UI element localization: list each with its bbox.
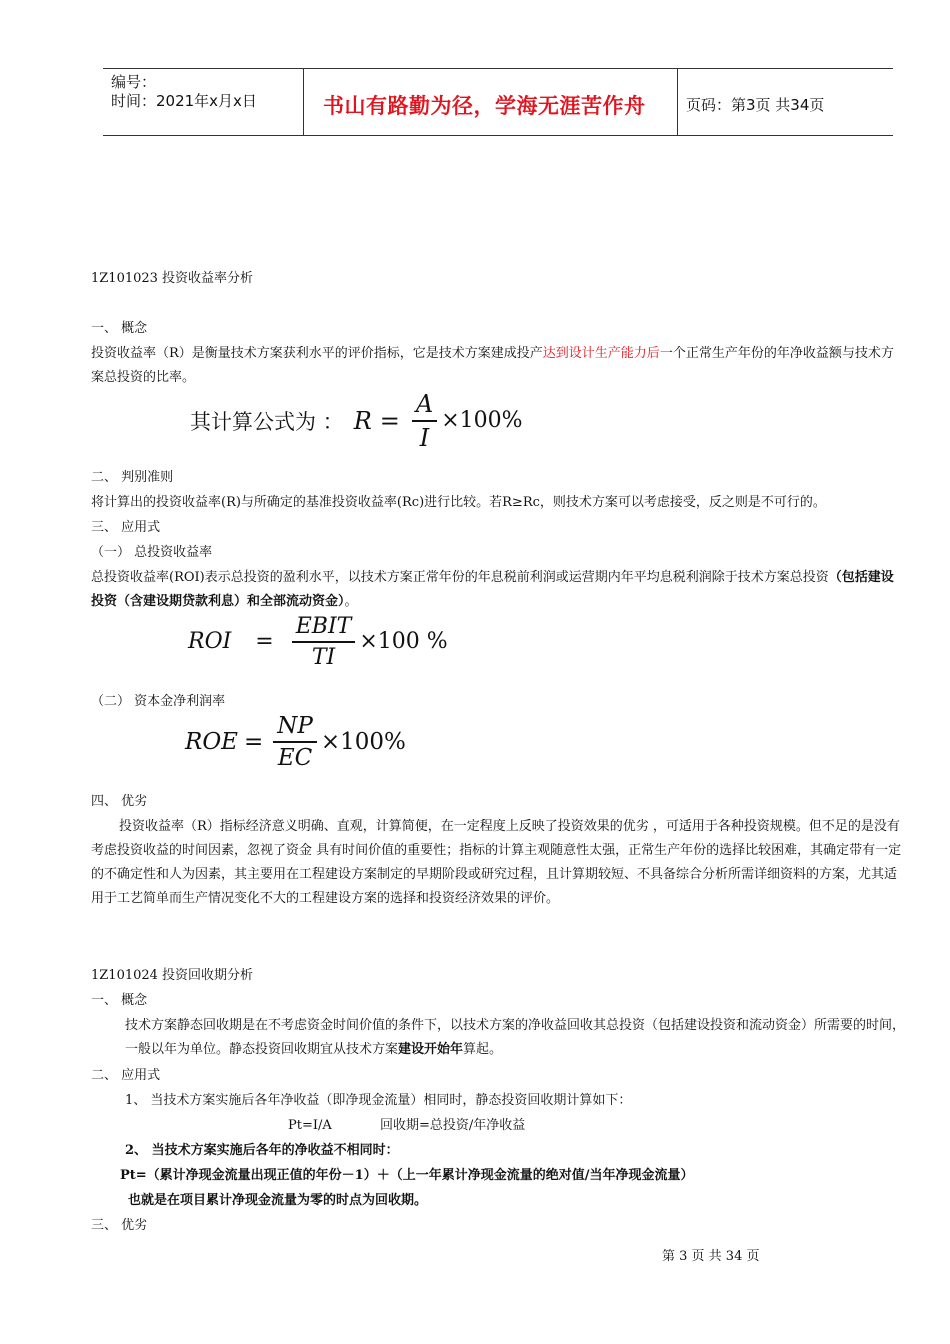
heading-pros-cons: 四、 优劣 bbox=[91, 794, 148, 809]
r-formula-tail: ×100% bbox=[441, 408, 523, 434]
application-item-1: 1、 当技术方案实施后各年净收益（即净现金流量）相同时，静态投资回收期计算如下： bbox=[125, 1093, 632, 1108]
concept-1024-bold: 建设开始年 bbox=[398, 1042, 464, 1057]
r-formula-numerator: A bbox=[415, 390, 434, 418]
footer-page-number: 第 3 页 共 34 页 bbox=[662, 1249, 760, 1264]
heading-application-1024: 二、 应用式 bbox=[91, 1068, 161, 1083]
heading-concept: 一、 概念 bbox=[91, 321, 148, 336]
header-divider-left bbox=[303, 68, 304, 136]
concept-1024-text-a: 技术方案静态回收期是在不考虑资金时间价值的条件下，以技术方案的净收益回收其总投资（包括建设投资和流动资金）所需要的时间，一般以年为单位。静态投资回收期宜从技术方案 bbox=[125, 1018, 906, 1057]
payback-formula-cumulative: Pt=（累计净现金流量出现正值的年份－1）＋（上一年累计净现金流量的绝对值/当年净现金流量） bbox=[120, 1168, 694, 1183]
heading-criterion: 二、 判别准则 bbox=[91, 470, 174, 485]
concept-paragraph bbox=[91, 342, 906, 390]
concept-highlight: 达到设计生产能力后 bbox=[542, 346, 660, 361]
payback-formula-text: 回收期=总投资/年净收益 bbox=[380, 1118, 526, 1133]
criterion-text: 将计算出的投资收益率(R)与所确定的基准投资收益率(Rc)进行比较。若R≥Rc，则技术方案可以考虑接受，反之则是不可行的。 bbox=[91, 495, 826, 510]
roi-formula-eq: = bbox=[255, 629, 274, 655]
roi-text-bold: （包括建设投资（含建设期贷款利息）和全部流动资金） bbox=[91, 570, 894, 609]
header-top-rule bbox=[103, 68, 893, 69]
roe-formula-denominator: EC bbox=[277, 744, 313, 771]
heading-application: 三、 应用式 bbox=[91, 520, 161, 535]
pros-cons-paragraph: 投资收益率（R）指标经济意义明确、直观，计算简便，在一定程度上反映了投资效果的优劣 ，可适用于各种投资规模。但不足的是没有考虑投资收益的时间因素，忽视了资金 具有时间价值的重要性；指标的计算主观随意性太强，正常生产年份的选择比较困难，其确定带有一定的不确定性和人为因素，其主要用在工程建设方案制定的早期阶段或研究过程，且计算期较短、不具备综合分析所需详细资料的方案，尤其适用于工艺简单而生产情况变化不大的工程建设方案的选择和投资经济效果的评价。 bbox=[91, 819, 902, 906]
roi-text-end: 。 bbox=[344, 594, 358, 609]
roi-text-a: 总投资收益率(ROI)表示总投资的盈利水平，以技术方案正常年份的年息税前利润或运营期内年平均息税利润除于技术方案总投资 bbox=[91, 570, 829, 585]
roi-formula-fraction bbox=[292, 614, 356, 670]
roi-formula-numerator: EBIT bbox=[295, 614, 352, 639]
heading-concept-1024: 一、 概念 bbox=[91, 993, 148, 1008]
concept-1024-text-b: 算起。 bbox=[463, 1042, 503, 1057]
payback-formula-simple: Pt=I/A bbox=[288, 1118, 332, 1133]
section-title-1023: 1Z101023 投资收益率分析 bbox=[91, 271, 254, 286]
heading-pros-cons-1024: 三、 优劣 bbox=[91, 1218, 148, 1233]
roe-formula-eq: = bbox=[243, 728, 264, 755]
r-formula-lhs: R bbox=[353, 406, 372, 435]
roe-formula-numerator: NP bbox=[277, 713, 313, 739]
application-item-2: 2、 当技术方案实施后各年的净收益不相同时： bbox=[125, 1143, 399, 1158]
roi-formula bbox=[188, 614, 448, 670]
header-bottom-rule bbox=[103, 135, 893, 136]
section-title-1024: 1Z101024 投资回收期分析 bbox=[91, 968, 254, 983]
header-divider-right bbox=[677, 68, 678, 136]
concept-text-a: 投资收益率（R）是衡量技术方案获利水平的评价指标，它是技术方案建成投产 bbox=[91, 346, 543, 361]
concept-paragraph-1024 bbox=[125, 1014, 906, 1062]
header-time-label: 时间：2021年x月x日 bbox=[111, 92, 257, 110]
roe-formula-fraction bbox=[273, 713, 317, 771]
r-formula bbox=[190, 390, 523, 452]
header-number-label: 编号： bbox=[111, 73, 157, 91]
roe-formula bbox=[185, 713, 406, 771]
header-motto: 书山有路勤为径，学海无涯苦作舟 bbox=[323, 94, 646, 118]
roi-formula-lhs: ROI bbox=[188, 629, 232, 655]
r-formula-eq: = bbox=[379, 406, 400, 435]
sub-heading-roi: （一） 总投资收益率 bbox=[91, 545, 213, 560]
header-page-code: 页码：第3页 共34页 bbox=[686, 96, 825, 114]
roe-formula-tail: ×100% bbox=[320, 728, 406, 755]
roi-paragraph bbox=[91, 566, 906, 614]
payback-note: 也就是在项目累计净现金流量为零的时点为回收期。 bbox=[128, 1193, 428, 1208]
roe-formula-lhs: ROE bbox=[185, 728, 238, 755]
concept-text-b: 一个正常生产年份的年净收益额与技术方案总投资的比率。 bbox=[91, 346, 894, 385]
r-formula-fraction bbox=[412, 390, 437, 452]
sub-heading-roe: （二） 资本金净利润率 bbox=[91, 694, 226, 709]
r-formula-denominator: I bbox=[419, 423, 430, 452]
roi-formula-tail: ×100 % bbox=[359, 629, 448, 655]
roi-formula-denominator: TI bbox=[311, 644, 336, 670]
r-formula-label: 其计算公式为 ： bbox=[190, 409, 344, 434]
